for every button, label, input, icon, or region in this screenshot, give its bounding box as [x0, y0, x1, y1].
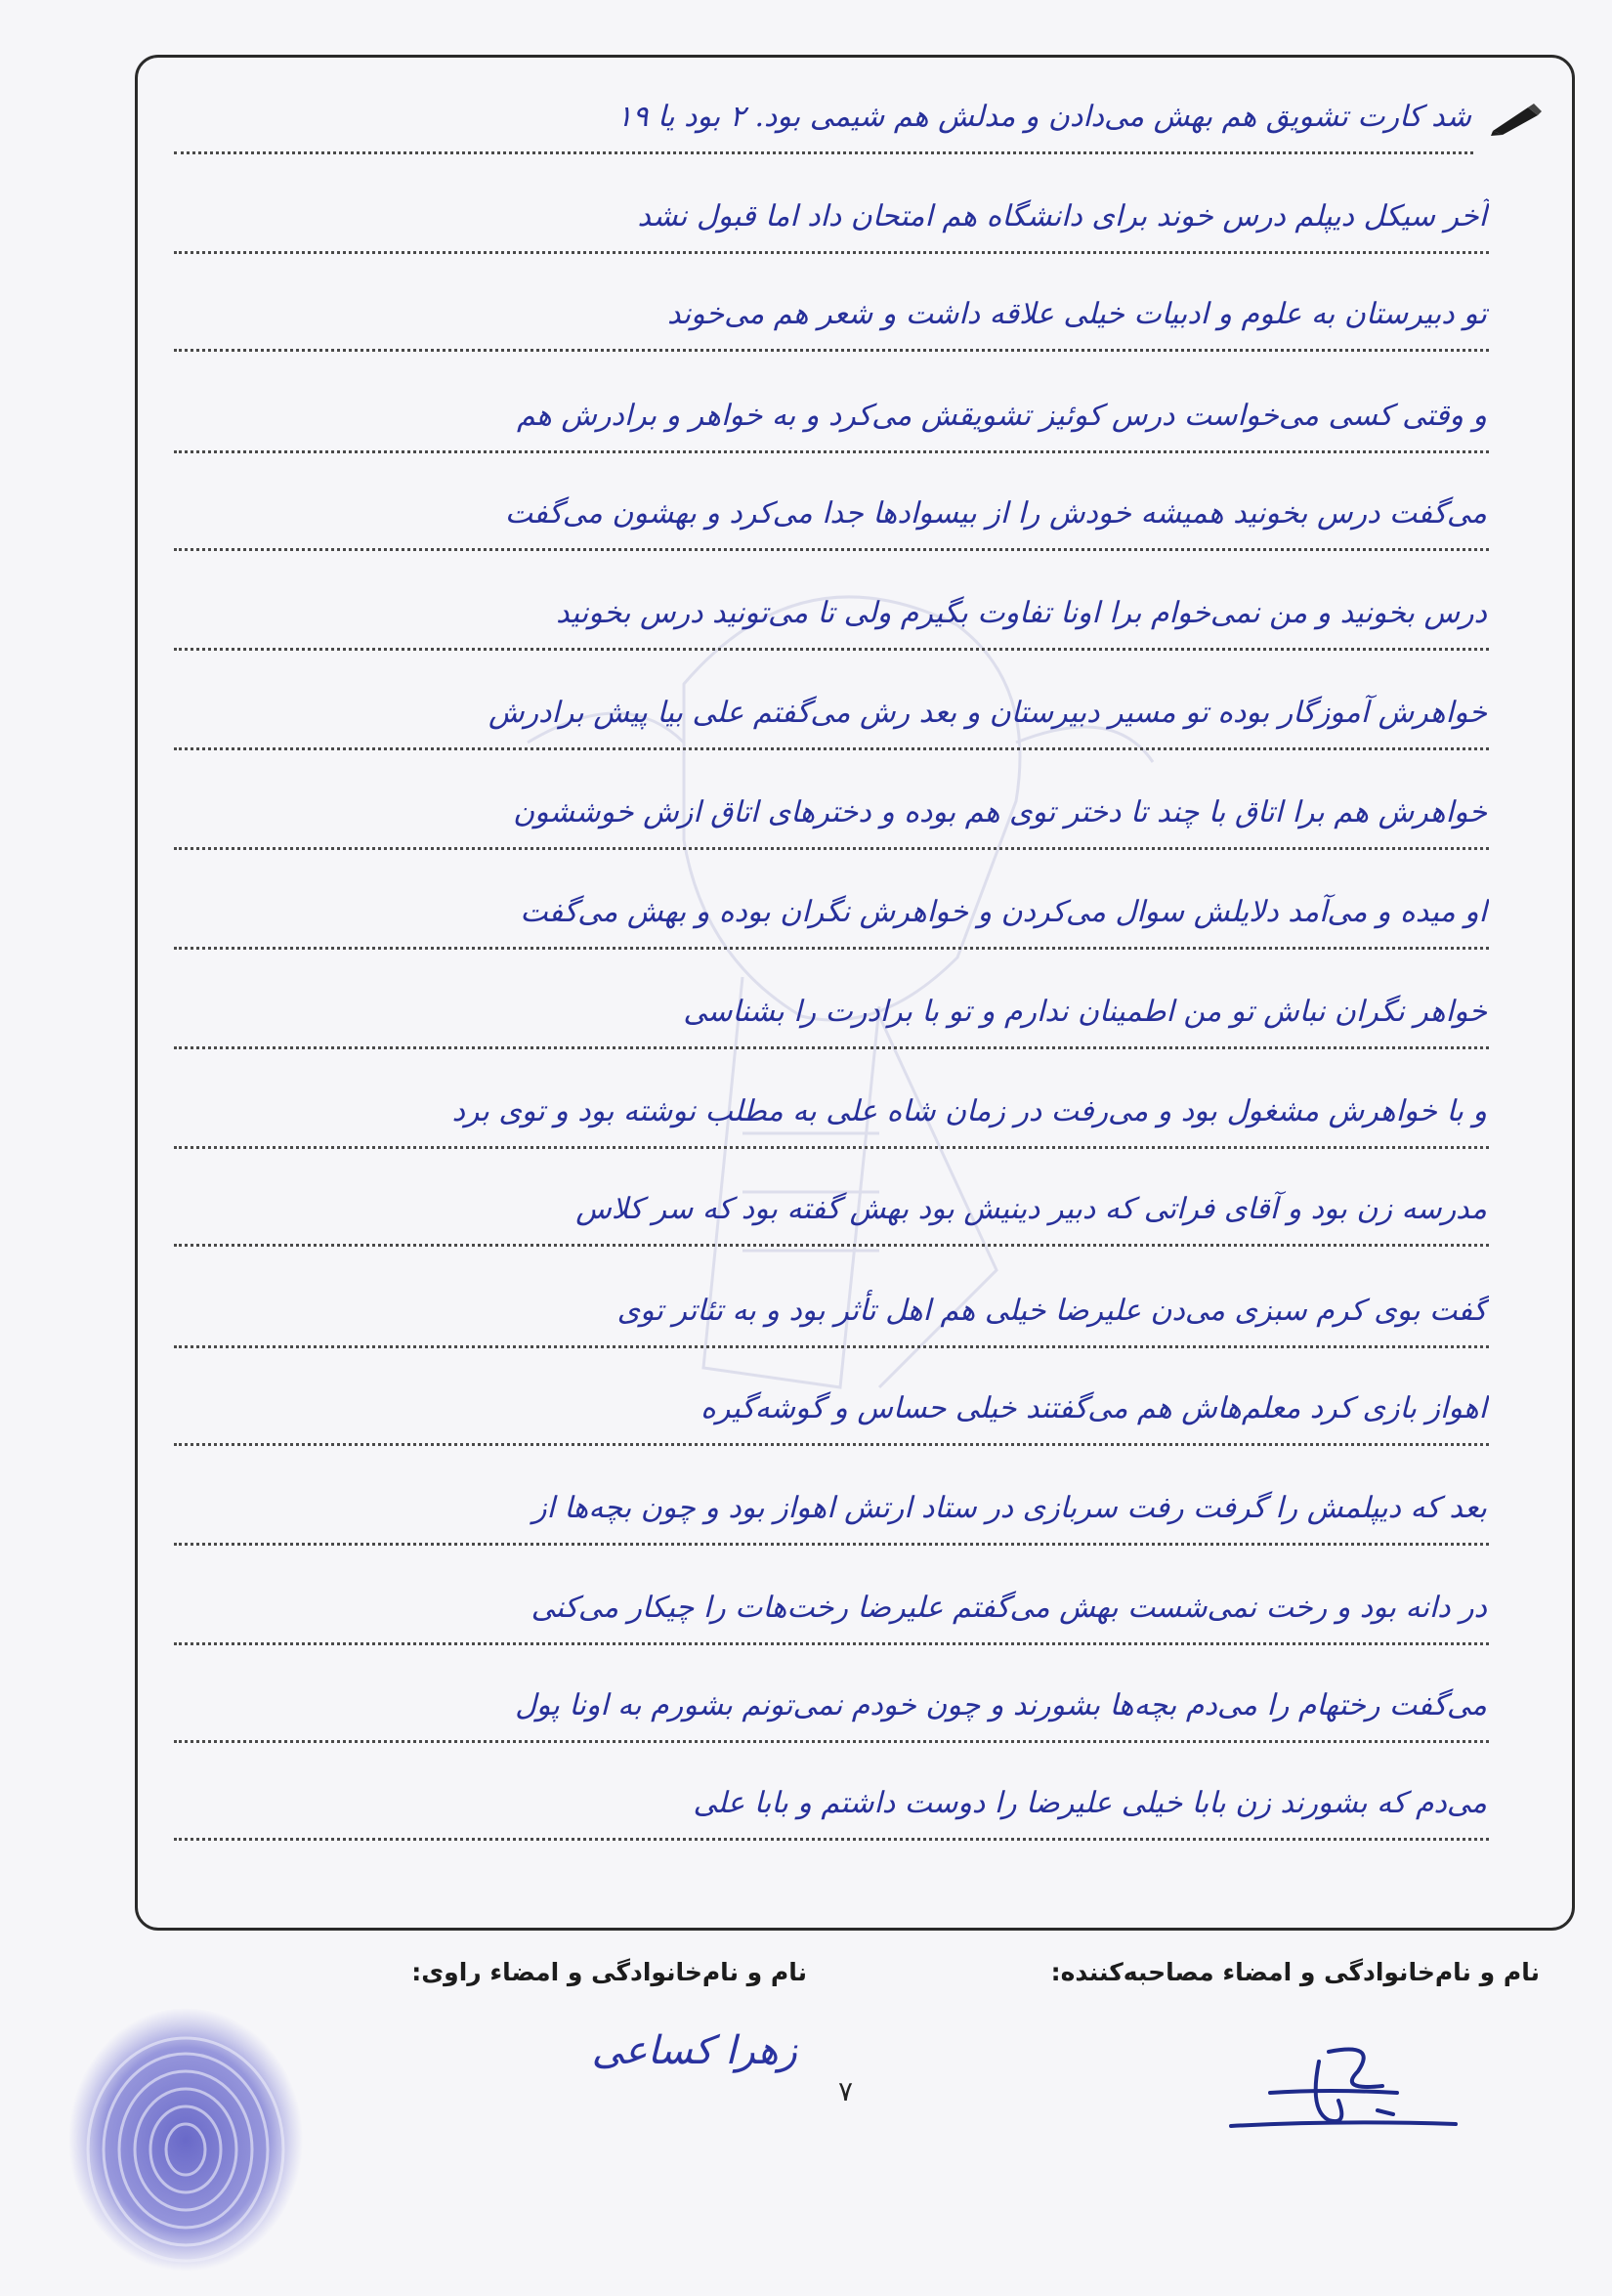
text-line: آخر سیکل دیپلم درس خوند برای دانشگاه هم امتحان داد اما قبول نشد	[174, 186, 1489, 254]
text-line: می‌گفت درس بخونید همیشه خودش را از بیسوادها جدا می‌کرد و بهشون می‌گفت	[174, 483, 1489, 551]
text-line: اهواز بازی کرد معلم‌هاش هم می‌گفتند خیلی حساس و گوشه‌گیره	[174, 1378, 1489, 1446]
narrator-name-handwritten: زهرا کساعی	[591, 2028, 797, 2073]
narrator-signature-label: نام و نام‌خانوادگی و امضاء راوی:	[411, 1958, 807, 1986]
interviewer-signature-label: نام و نام‌خانوادگی و امضاء مصاحبه‌کننده:	[1050, 1958, 1540, 1986]
fingerprint-stamp	[39, 1993, 332, 2286]
text-line: تو دبیرستان به علوم و ادبیات خیلی علاقه داشت و شعر هم می‌خوند	[174, 283, 1489, 352]
text-line: می‌دم که بشورند زن بابا خیلی علیرضا را دوست داشتم و بابا علی	[174, 1772, 1489, 1841]
text-line: او میده و می‌آمد دلایلش سوال می‌کردن و خواهرش نگران بوده و بهش می‌گفت	[174, 881, 1489, 950]
text-line: خواهرش هم برا اتاق با چند تا دختر توی هم بوده و دخترهای اتاق ازش خوششون	[174, 782, 1489, 850]
text-line: گفت بوی کرم سبزی می‌دن علیرضا خیلی هم اهل تأثر بود و به تئاتر توی	[174, 1280, 1489, 1348]
text-line: می‌گفت رختهام را می‌دم بچه‌ها بشورند و چون خودم نمی‌تونم بشورم به اونا پول	[174, 1675, 1489, 1743]
text-line: و با خواهرش مشغول بود و می‌رفت در زمان شاه علی به مطلب نوشته بود و توی برد	[174, 1081, 1489, 1149]
text-line: بعد که دیپلمش را گرفت رفت سربازی در ستاد ارتش اهواز بود و چون بچه‌ها از	[174, 1477, 1489, 1546]
interviewer-signature	[1211, 2032, 1465, 2149]
text-line: و وقتی کسی می‌خواست درس کوئیز تشویقش می‌کرد و به خواهر و برادرش هم	[174, 385, 1489, 453]
text-line: در دانه بود و رخت نمی‌شست بهش می‌گفتم علیرضا رخت‌هات را چیکار می‌کنی	[174, 1577, 1489, 1645]
text-line: خواهر نگران نباش تو من اطمینان ندارم و تو با برادرت را بشناسی	[174, 981, 1489, 1049]
text-line: شد کارت تشویق هم بهش می‌دادن و مدلش هم شیمی بود. ۲ بود یا ۱۹	[174, 86, 1473, 154]
page-number: ۷	[838, 2075, 854, 2107]
text-line: مدرسه زن بود و آقای فراتی که دبیر دینیش بود بهش گفته بود که سر کلاس	[174, 1178, 1489, 1247]
text-line: خواهرش آموزگار بوده تو مسیر دبیرستان و بعد رش می‌گفتم علی بیا پیش برادرش	[174, 682, 1489, 750]
text-line: درس بخونید و من نمی‌خوام برا اونا تفاوت بگیرم ولی تا می‌تونید درس بخونید	[174, 582, 1489, 651]
